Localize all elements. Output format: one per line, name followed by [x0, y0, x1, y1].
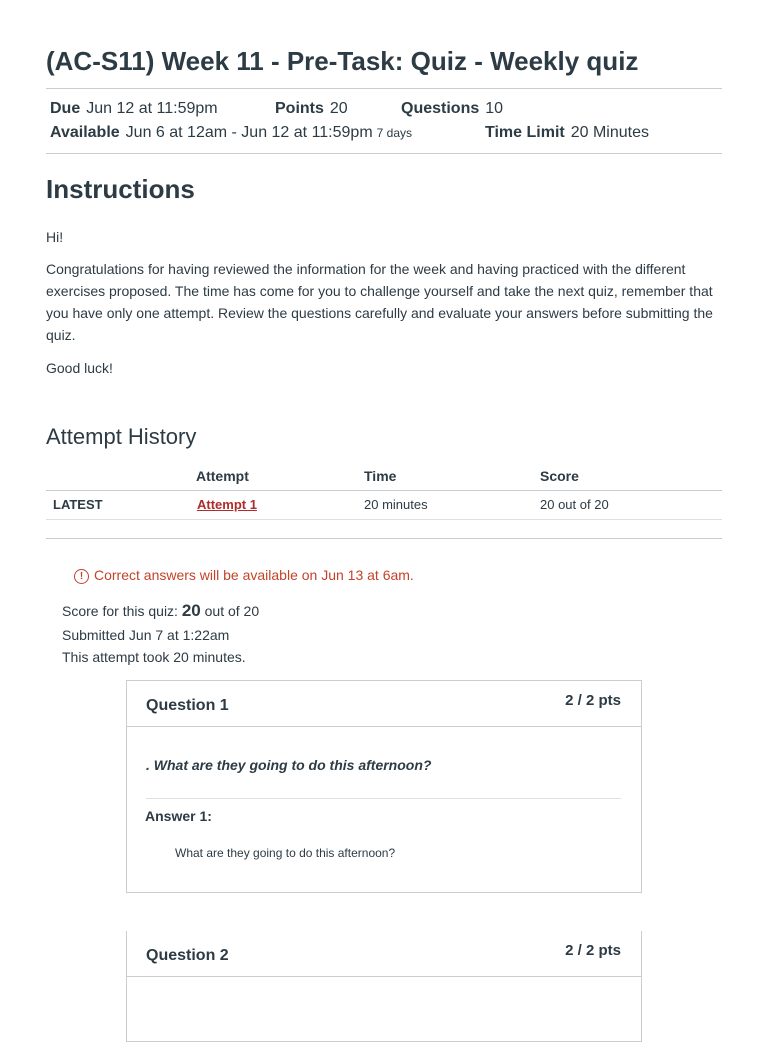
time-limit-value: 20 Minutes — [570, 124, 649, 141]
available-label: Available — [50, 124, 120, 141]
question-points: 2 / 2 pts — [565, 942, 621, 959]
column-header-attempt: Attempt — [196, 468, 249, 484]
time-limit-label: Time Limit — [485, 124, 565, 141]
column-header-score: Score — [540, 468, 579, 484]
instructions-heading: Instructions — [46, 174, 195, 204]
instructions-greeting: Hi! — [46, 229, 64, 245]
score-prefix: Score for this quiz: — [62, 603, 178, 619]
due-info — [50, 100, 218, 118]
correct-answers-notice — [74, 567, 414, 584]
table-header-divider — [46, 490, 722, 491]
questions-label: Questions — [401, 100, 480, 117]
attempt-history-heading: Attempt History — [46, 424, 197, 449]
time-limit-info — [485, 124, 649, 142]
instructions-body: Congratulations for having reviewed the information for the week and having practiced with the different exercises proposed. The time has come for you to challenge yourself and take the next quiz, remember that you have only one attempt. Review the questions carefully and evaluate your answers before submitting the quiz. — [46, 261, 713, 343]
score-value: 20 — [181, 601, 201, 620]
quiz-score — [62, 601, 259, 621]
answer-text: What are they going to do this afternoon? — [175, 846, 396, 860]
attempt-score: 20 out of 20 — [540, 497, 609, 512]
available-days: 7 days — [376, 126, 412, 140]
attempt-link[interactable]: Attempt 1 — [197, 497, 257, 512]
available-info — [50, 124, 412, 142]
available-value: Jun 6 at 12am - Jun 12 at 11:59pm — [125, 124, 373, 141]
table-row-divider — [46, 519, 722, 520]
notice-text: Correct answers will be available on Jun 13 at 6am. — [94, 567, 414, 583]
column-header-time: Time — [364, 468, 397, 484]
due-label: Due — [50, 100, 81, 117]
points-info — [275, 100, 348, 118]
attempt-duration: This attempt took 20 minutes. — [62, 649, 246, 665]
questions-info — [401, 100, 503, 118]
attempt-time: 20 minutes — [364, 497, 428, 512]
question-title: Question 1 — [146, 697, 229, 714]
due-value: Jun 12 at 11:59pm — [86, 100, 218, 117]
warning-icon: ! — [74, 569, 89, 584]
instructions-closing: Good luck! — [46, 360, 113, 376]
latest-badge: LATEST — [53, 497, 103, 512]
question-text: . What are they going to do this afternoon? — [146, 757, 432, 773]
question-divider — [146, 798, 621, 799]
divider — [46, 538, 722, 539]
questions-value: 10 — [485, 100, 504, 117]
question-header — [127, 681, 641, 727]
question-points: 2 / 2 pts — [565, 692, 621, 709]
answer-label: Answer 1: — [145, 808, 212, 824]
divider — [46, 153, 722, 154]
question-card — [126, 931, 642, 1042]
points-value: 20 — [329, 100, 348, 117]
question-card — [126, 680, 642, 893]
page-title: (AC-S11) Week 11 - Pre-Task: Quiz - Weekly quiz — [46, 46, 639, 76]
question-body — [127, 727, 641, 892]
question-header — [127, 931, 641, 977]
points-label: Points — [275, 100, 324, 117]
submitted-time: Submitted Jun 7 at 1:22am — [62, 627, 230, 643]
question-title: Question 2 — [146, 947, 229, 964]
divider — [46, 88, 722, 89]
score-suffix: out of 20 — [204, 603, 260, 619]
